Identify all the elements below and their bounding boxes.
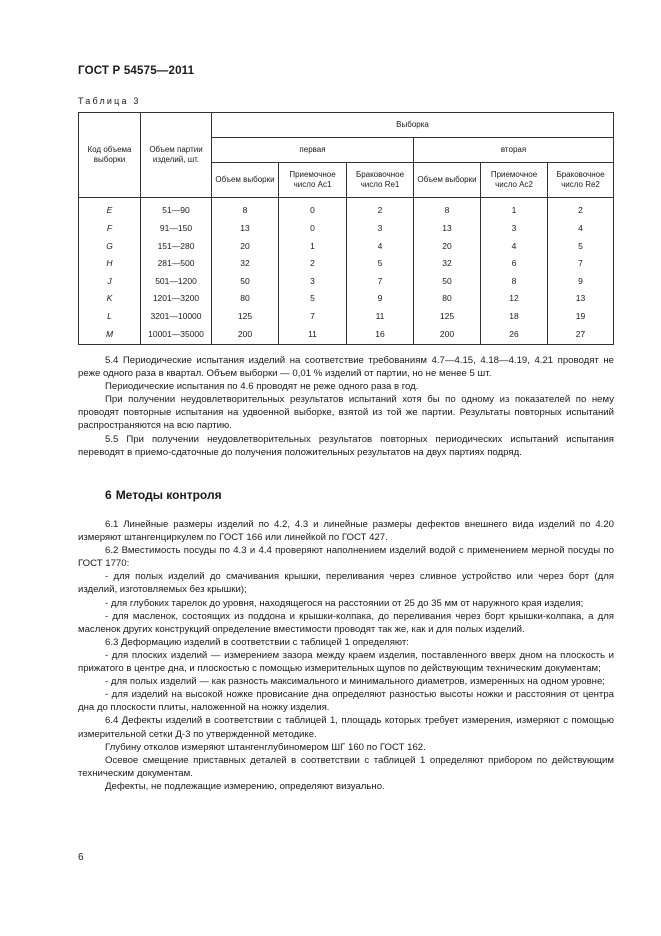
cell-lot: 51—90 (141, 202, 212, 220)
table-row (79, 237, 614, 255)
cell-ac1: 1 (279, 237, 347, 255)
cell-code: E (79, 202, 141, 220)
header-lot-size: Объем партии изделий, шт. (141, 113, 212, 198)
cell-lot: 281—500 (141, 255, 212, 273)
paragraph: - для глубоких тарелок до уровня, находящегося на расстоянии от 25 до 35 мм от наружного края изделия; (105, 597, 584, 609)
cell-re1: 7 (347, 272, 414, 290)
cell-code: J (79, 272, 141, 290)
cell-ac1: 0 (279, 202, 347, 220)
paragraph: - для полых изделий до смачивания крышки, переливания через сливное устройство или через борт (для изделий, изготовляемых без крышки); (78, 571, 614, 596)
cell-code: H (79, 255, 141, 273)
cell-re1: 4 (347, 237, 414, 255)
sampling-table (78, 112, 614, 345)
cell-code: M (79, 325, 141, 345)
header-code: Код объема выборки (79, 113, 141, 198)
table-row (79, 272, 614, 290)
cell-ac2: 26 (481, 325, 548, 345)
paragraph: 5.4 Периодические испытания изделий на соответствие требованиям 4.7—4.15, 4.18—4.19, 4.21 проводят не реже одного раза в квартал. Объем выборки — 0,01 % изделий от партии, но не менее 5 шт. (78, 355, 614, 380)
cell-n1: 20 (212, 237, 279, 255)
paragraph: 6.2 Вместимость посуды по 4.3 и 4.4 проверяют наполнением изделий водой с применением мерной посуды по ГОСТ 1770: (78, 545, 614, 570)
cell-ac2: 3 (481, 220, 548, 238)
paragraph: Глубину отколов измеряют штангенглубиномером ШГ 160 по ГОСТ 162. (105, 741, 426, 753)
section-5-text (78, 354, 614, 459)
cell-re2: 19 (548, 308, 614, 326)
header-acc2: Приемочное число Ac2 (481, 163, 548, 198)
cell-n2: 200 (414, 325, 481, 345)
paragraph: 5.5 При получении неудовлетворительных результатов повторных периодических испытаний испытания переводят в приемо-сдаточные до получения положительных результатов на двух партиях подряд. (78, 433, 614, 458)
header-first: первая (212, 138, 414, 163)
paragraph: Периодические испытания по 4.6 проводят не реже одного раза в год. (105, 381, 419, 393)
header-second: вторая (414, 138, 614, 163)
paragraph: - для полых изделий — как разность максимального и минимального диаметров, измеренных на одном уровне; (105, 676, 605, 688)
cell-lot: 3201—10000 (141, 308, 212, 326)
cell-ac2: 4 (481, 237, 548, 255)
table-row (79, 308, 614, 326)
cell-re1: 3 (347, 220, 414, 238)
cell-n1: 50 (212, 272, 279, 290)
cell-n2: 20 (414, 237, 481, 255)
cell-n1: 125 (212, 308, 279, 326)
cell-re1: 2 (347, 202, 414, 220)
section-heading (78, 488, 222, 502)
cell-ac2: 6 (481, 255, 548, 273)
cell-n1: 80 (212, 290, 279, 308)
cell-re2: 13 (548, 290, 614, 308)
cell-n2: 8 (414, 202, 481, 220)
paragraph: 6.1 Линейные размеры изделий по 4.2, 4.3 и линейные размеры дефектов внешнего вида изделий по 4.20 измеряют штангенциркулем по ГОСТ 166 или линейкой по ГОСТ 427. (78, 519, 614, 544)
cell-ac1: 5 (279, 290, 347, 308)
cell-ac2: 18 (481, 308, 548, 326)
table-caption: Таблица 3 (78, 96, 141, 106)
cell-n2: 32 (414, 255, 481, 273)
cell-n2: 80 (414, 290, 481, 308)
cell-n1: 200 (212, 325, 279, 345)
cell-re2: 7 (548, 255, 614, 273)
cell-lot: 501—1200 (141, 272, 212, 290)
cell-re2: 4 (548, 220, 614, 238)
cell-ac2: 1 (481, 202, 548, 220)
cell-lot: 1201—3200 (141, 290, 212, 308)
paragraph: 6.3 Деформацию изделий в соответствии с таблицей 1 определяют: (105, 636, 409, 648)
cell-ac2: 8 (481, 272, 548, 290)
cell-n2: 50 (414, 272, 481, 290)
paragraph: При получении неудовлетворительных результатов испытаний хотя бы по одному из показателей по нему проводят повторные испытания на удвоенной выборке, взятой из той же партии. Результаты повторных испытаний распространяются на всю партию. (78, 394, 614, 432)
cell-ac1: 11 (279, 325, 347, 345)
table-row (79, 290, 614, 308)
cell-re1: 9 (347, 290, 414, 308)
cell-re2: 5 (548, 237, 614, 255)
page-number: 6 (78, 852, 84, 863)
paragraph: - для изделий на высокой ножке провисание дна определяют разностью высоты ножки и расстояния от центра дна до плоскости плиты, наложенной на ножку изделия. (78, 689, 614, 714)
cell-ac1: 0 (279, 220, 347, 238)
paragraph: Дефекты, не подлежащие измерению, определяют визуально. (105, 780, 385, 792)
table-row (79, 220, 614, 238)
cell-re1: 5 (347, 255, 414, 273)
header-rej1: Браковочное число Re1 (347, 163, 414, 198)
cell-re1: 11 (347, 308, 414, 326)
paragraph: - для масленок, состоящих из поддона и крышки-колпака, до переливания через борт крышки-колпака, а для масленок других конструкций определение вместимости проводят так же, как и для полых изделий. (78, 610, 614, 635)
cell-code: F (79, 220, 141, 238)
header-acc1: Приемочное число Ac1 (279, 163, 347, 198)
cell-n1: 13 (212, 220, 279, 238)
header-sample: Выборка (212, 113, 614, 138)
cell-lot: 10001—35000 (141, 325, 212, 345)
cell-ac1: 3 (279, 272, 347, 290)
cell-code: G (79, 237, 141, 255)
section-title: Методы контроля (115, 488, 222, 502)
cell-lot: 151—280 (141, 237, 212, 255)
header-size1: Объем выборки (212, 163, 279, 198)
cell-n1: 32 (212, 255, 279, 273)
paragraph: 6.4 Дефекты изделий в соответствии с таблицей 1, площадь которых требует измерения, измеряют с помощью измерительной сетки Д-3 по утвержденной методике. (78, 715, 614, 740)
cell-ac2: 12 (481, 290, 548, 308)
cell-re1: 16 (347, 325, 414, 345)
cell-n1: 8 (212, 202, 279, 220)
paragraph: Осевое смещение приставных деталей в соответствии с таблицей 1 определяют прибором по действующим техническим документам. (78, 754, 614, 779)
table-row (79, 255, 614, 273)
cell-n2: 13 (414, 220, 481, 238)
cell-code: K (79, 290, 141, 308)
cell-re2: 9 (548, 272, 614, 290)
cell-code: L (79, 308, 141, 326)
header-rej2: Браковочное число Re2 (548, 163, 614, 198)
cell-ac1: 7 (279, 308, 347, 326)
cell-lot: 91—150 (141, 220, 212, 238)
document-header: ГОСТ Р 54575—2011 (78, 65, 195, 77)
paragraph: - для плоских изделий — измерением зазора между краем изделия, поставленного вверх дном на плоскость и прижатого в центре дна, и плоскостью с помощью измерительных щупов по действующим техническим документам; (78, 649, 614, 675)
section-6-text (78, 518, 614, 793)
table-row (79, 325, 614, 345)
cell-ac1: 2 (279, 255, 347, 273)
cell-re2: 27 (548, 325, 614, 345)
header-size2: Объем выборки (414, 163, 481, 198)
table-row (79, 202, 614, 220)
cell-re2: 2 (548, 202, 614, 220)
section-number: 6 (105, 488, 112, 502)
cell-n2: 125 (414, 308, 481, 326)
